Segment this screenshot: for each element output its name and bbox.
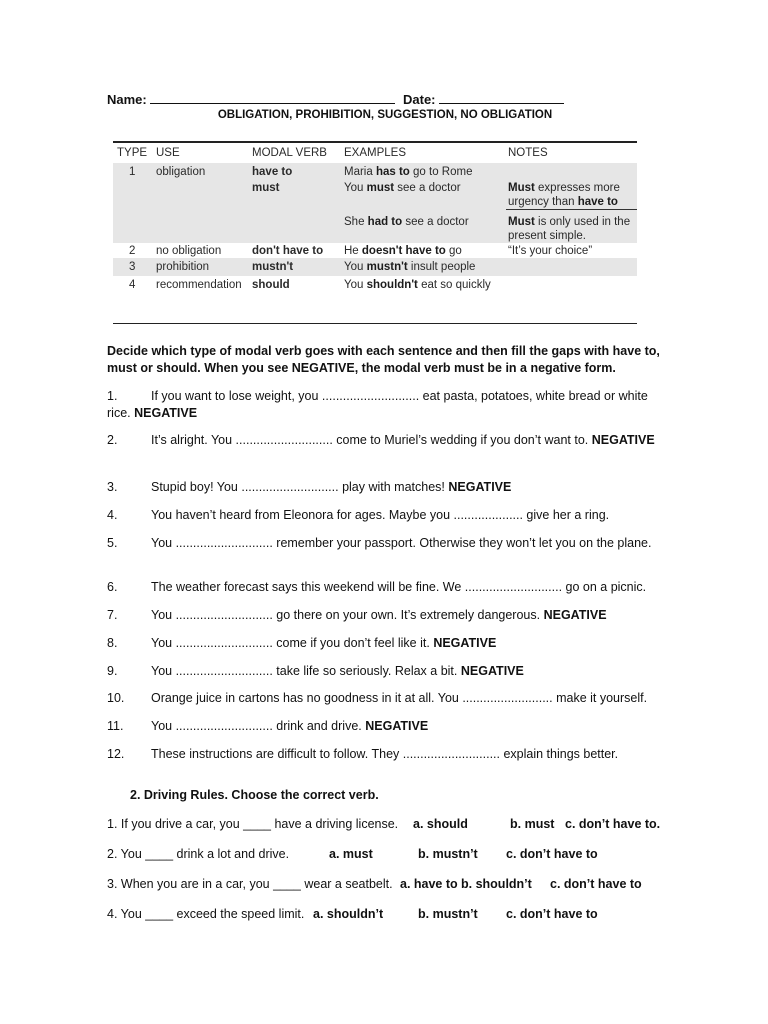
option-a[interactable]: a. have to (400, 877, 458, 891)
option-c[interactable]: c. don’t have to (550, 877, 642, 891)
row1-example-3: She had to see a doctor (344, 216, 469, 228)
row1-verb-have-to: have to (252, 166, 293, 178)
row4-use: recommendation (156, 279, 242, 291)
exercise1-item: 7. You ............................ go there on your own. It’s extremely dangerous. NEGATIVE (107, 608, 607, 622)
driving-question: 4. You ____ exceed the speed limit. a. shouldn’t b. mustn’t c. don’t have to (107, 907, 598, 921)
header-type: TYPE (117, 147, 148, 159)
row4-example: You shouldn't eat so quickly (344, 279, 491, 291)
name-blank (150, 92, 395, 104)
exercise1-item: 11. You ............................ drink and drive. NEGATIVE (107, 719, 429, 733)
row1-example-2: You must see a doctor (344, 182, 461, 194)
date-blank (439, 92, 564, 104)
row3-verb: mustn't (252, 261, 294, 273)
notes-divider (506, 209, 637, 210)
option-b[interactable]: b. mustn’t (418, 907, 478, 921)
exercise1-item: 2. It’s alright. You ............................ come to Muriel’s wedding if you don’t want to. NEGATIVE (107, 433, 655, 447)
header-notes: NOTES (508, 147, 548, 159)
row3-type: 3 (129, 261, 136, 273)
driving-question: 2. You ____ drink a lot and drive. a. must b. mustn’t c. don’t have to (107, 847, 598, 861)
exercise1-item: 9. You ............................ take life so seriously. Relax a bit. NEGATIVE (107, 664, 524, 678)
row2-note: “It’s your choice” (508, 245, 593, 257)
exercise1-item: 8. You ............................ come if you don’t feel like it. NEGATIVE (107, 636, 497, 650)
row2-type: 2 (129, 245, 136, 257)
row2-verb: don't have to (252, 245, 324, 257)
exercise1-item: 6. The weather forecast says this weekend will be fine. We ............................ go on a picnic. (107, 580, 647, 594)
row1-use: obligation (156, 166, 206, 178)
exercise1-item: 12. These instructions are difficult to follow. They ............................ explain things better. (107, 747, 619, 761)
option-c[interactable]: c. don’t have to (506, 907, 598, 921)
exercise1-instructions: Decide which type of modal verb goes with each sentence and then fill the gaps with have to, must or should. When you see NEGATIVE, the modal verb must be in a negative form. (107, 344, 660, 375)
section2-title: 2. Driving Rules. Choose the correct verb. (130, 788, 379, 802)
row1-note-2: Must is only used in the present simple. (508, 216, 631, 242)
driving-question: 1. If you drive a car, you ____ have a driving license. a. should b. must c. don’t have to. (107, 817, 661, 831)
name-label: Name: (107, 92, 147, 107)
option-b[interactable]: b. mustn’t (418, 847, 478, 861)
option-a[interactable]: a. shouldn’t (313, 907, 384, 921)
exercise1-item: 4. You haven’t heard from Eleonora for ages. Maybe you .................... give her a ring. (107, 508, 610, 522)
option-a[interactable]: a. must (329, 847, 373, 861)
table-bottom-rule (113, 323, 637, 324)
option-c[interactable]: c. don’t have to. (565, 817, 661, 831)
header-modal-verb: MODAL VERB (252, 147, 327, 159)
table-top-rule (113, 141, 637, 143)
exercise1-item: 5. You ............................ remember your passport. Otherwise they won’t let you on the plane. (107, 536, 652, 550)
row1-type: 1 (129, 166, 136, 178)
driving-question: 3. When you are in a car, you ____ wear a seatbelt. a. have to b. shouldn’t c. don’t have to (107, 877, 642, 891)
exercise1-item: 10. Orange juice in cartons has no goodness in it at all. You .......................... make it yourself. (107, 691, 648, 705)
row4-type: 4 (129, 279, 136, 291)
row2-use: no obligation (156, 245, 222, 257)
header-use: USE (156, 147, 180, 159)
option-c[interactable]: c. don’t have to (506, 847, 598, 861)
row3-example: You mustn't insult people (344, 261, 476, 273)
name-date-line (107, 92, 564, 107)
row2-example: He doesn't have to go (344, 245, 462, 257)
worksheet-title: OBLIGATION, PROHIBITION, SUGGESTION, NO OBLIGATION (217, 109, 553, 121)
row1-note-1: Must expresses more urgency than have to (508, 182, 620, 208)
row1-example-1: Maria has to go to Rome (344, 166, 473, 178)
exercise1-item: 1. If you want to lose weight, you ............................ eat pasta, potatoes, white bread or white rice. NEGATIVE (107, 389, 648, 420)
exercise1-item: 3. Stupid boy! You ............................ play with matches! NEGATIVE (107, 480, 512, 494)
row1-verb-must: must (252, 182, 280, 194)
header-examples: EXAMPLES (344, 147, 406, 159)
option-a[interactable]: a. should (413, 817, 468, 831)
row4-verb: should (252, 279, 290, 291)
row3-use: prohibition (156, 261, 210, 273)
option-b[interactable]: b. shouldn’t (461, 877, 532, 891)
option-b[interactable]: b. must (510, 817, 555, 831)
date-label: Date: (403, 92, 436, 107)
